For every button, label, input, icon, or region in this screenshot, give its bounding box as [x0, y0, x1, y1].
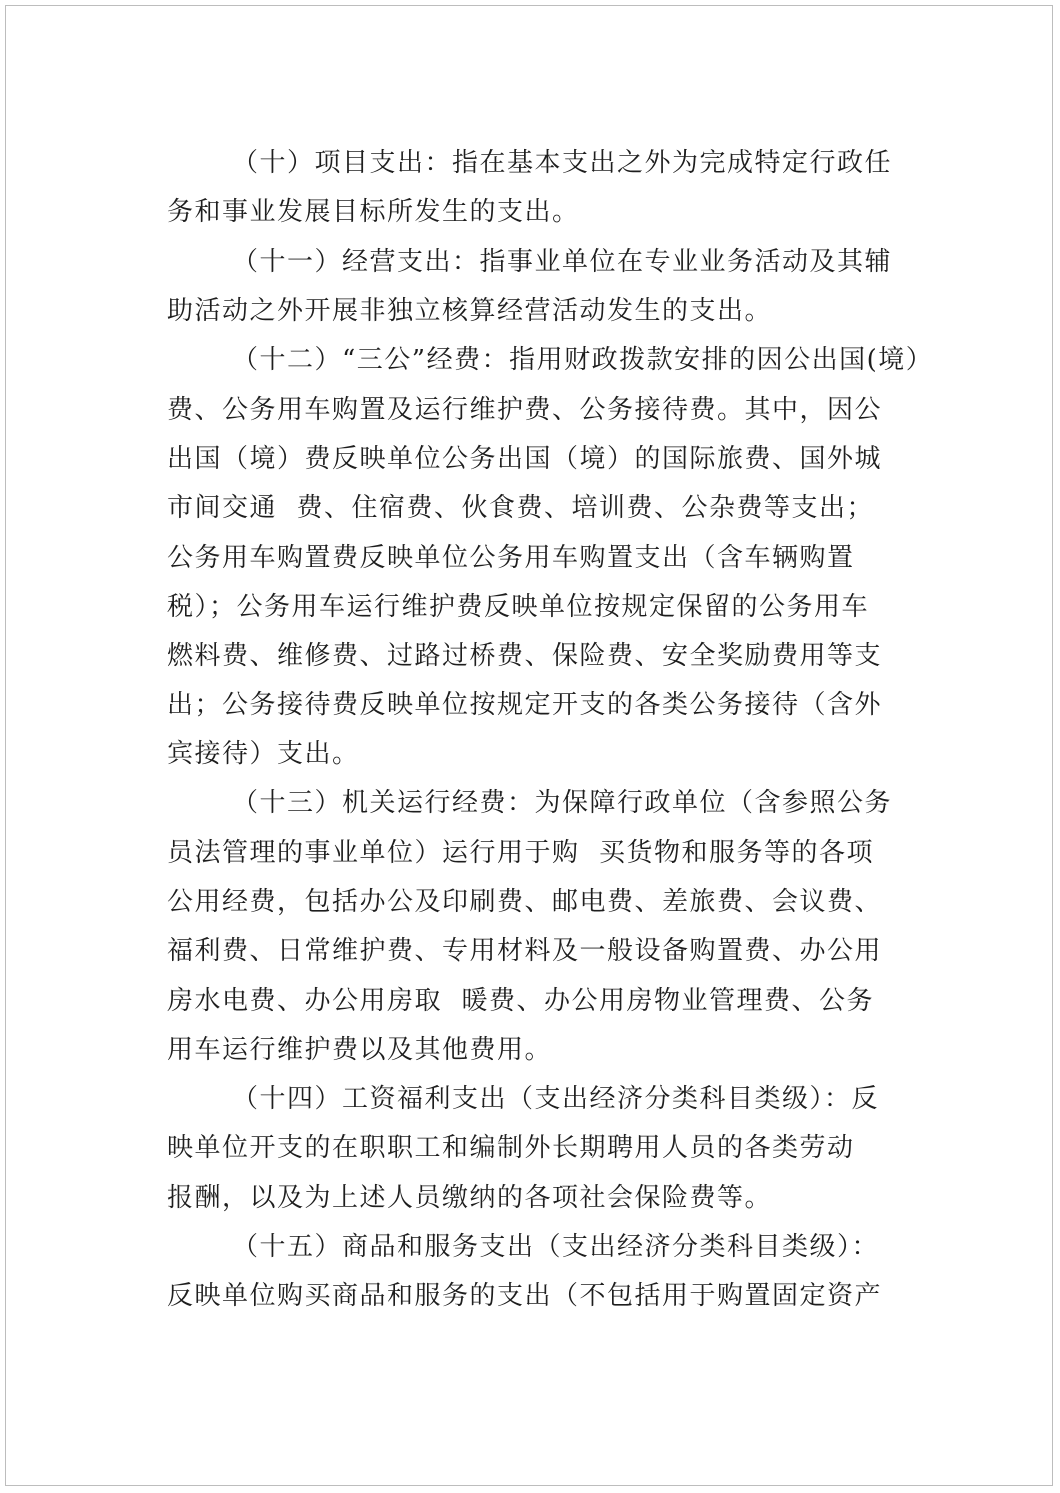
paragraph-line: （十三）机关运行经费：为保障行政单位（含参照公务	[232, 788, 893, 818]
paragraph-line: 报酬，以及为上述人员缴纳的各项社会保险费等。	[167, 1183, 773, 1213]
paragraph-line: 出；公务接待费反映单位按规定开支的各类公务接待（含外	[167, 690, 883, 720]
paragraph-line: 房水电费、办公用房取 暖费、办公用房物业管理费、公务	[167, 986, 875, 1016]
paragraph-line: 助活动之外开展非独立核算经营活动发生的支出。	[167, 296, 773, 326]
paragraph-line: 员法管理的事业单位）运行用于购 买货物和服务等的各项	[167, 838, 875, 868]
paragraph-line: 市间交通 费、住宿费、伙食费、培训费、公杂费等支出；	[167, 493, 875, 523]
paragraph-line: 公用经费，包括办公及印刷费、邮电费、差旅费、会议费、	[167, 887, 883, 917]
paragraph-line: 宾接待）支出。	[167, 739, 360, 769]
paragraph-line: 税）；公务用车运行维护费反映单位按规定保留的公务用车	[167, 592, 870, 622]
paragraph-line: 用车运行维护费以及其他费用。	[167, 1035, 553, 1065]
paragraph-line: 务和事业发展目标所发生的支出。	[167, 197, 580, 227]
paragraph-line: 燃料费、维修费、过路过桥费、保险费、安全奖励费用等支	[167, 641, 883, 671]
paragraph-line: （十五）商品和服务支出（支出经济分类科目类级）：	[232, 1232, 880, 1262]
paragraph-line: 出国（境）费反映单位公务出国（境）的国际旅费、国外城	[167, 444, 883, 474]
paragraph-line: （十一）经营支出：指事业单位在专业业务活动及其辅	[232, 247, 893, 277]
paragraph-line: （十四）工资福利支出（支出经济分类科目类级）：反	[232, 1084, 880, 1114]
paragraph-line: 费、公务用车购置及运行维护费、公务接待费。其中，因公	[167, 395, 883, 425]
paragraph-line: （十）项目支出：指在基本支出之外为完成特定行政任	[232, 148, 893, 178]
paragraph-line: 反映单位购买商品和服务的支出（不包括用于购置固定资产	[167, 1281, 883, 1311]
paragraph-line: 公务用车购置费反映单位公务用车购置支出（含车辆购置	[167, 543, 855, 573]
paragraph-line: （十二）“三公”经费：指用财政拨款安排的因公出国(境）	[232, 345, 934, 375]
paragraph-line: 福利费、日常维护费、专用材料及一般设备购置费、办公用	[167, 936, 883, 966]
paragraph-line: 映单位开支的在职职工和编制外长期聘用人员的各类劳动	[167, 1133, 855, 1163]
